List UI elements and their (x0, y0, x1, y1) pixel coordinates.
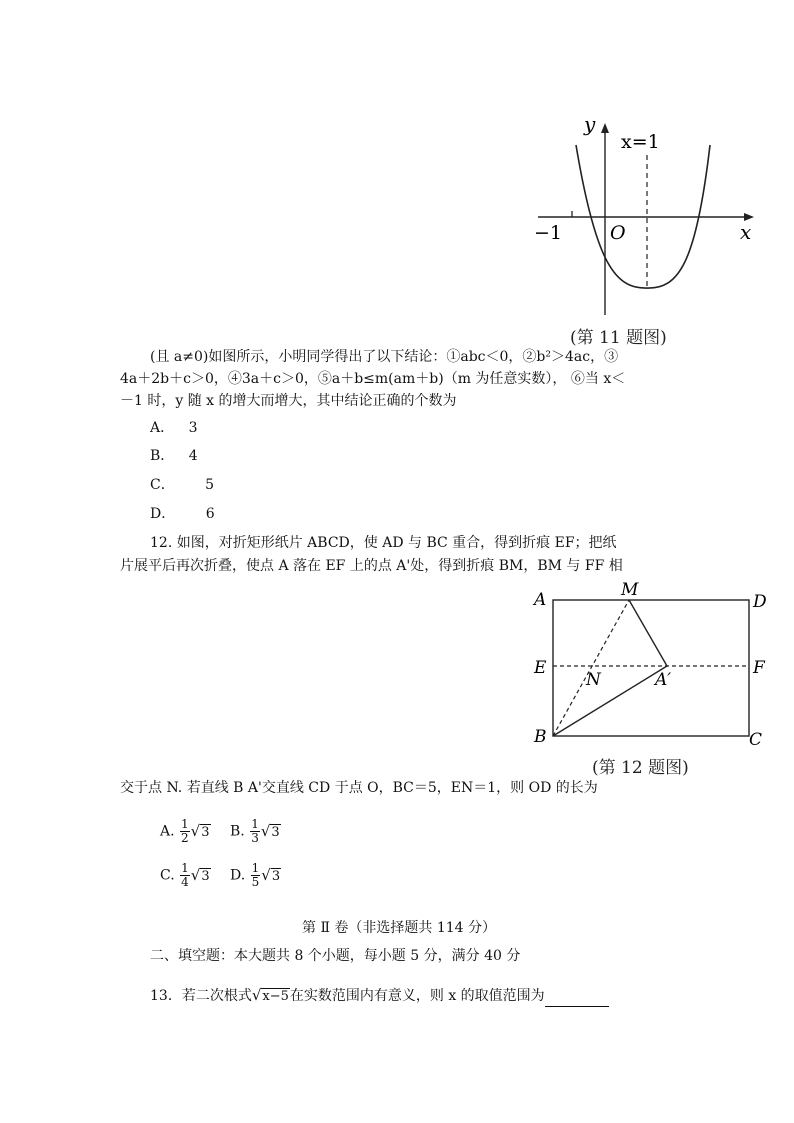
label-n: N (586, 670, 601, 690)
q11-option-d[interactable] (150, 504, 215, 524)
q12-option-d[interactable] (230, 862, 281, 889)
y-axis-arrow-icon (601, 123, 609, 133)
option-letter: B. (230, 823, 245, 840)
q12-option-c[interactable] (160, 862, 211, 889)
option-value: 4 (188, 448, 198, 464)
q11-stem-line2: 4a＋2b＋c＞0，④3a＋c＞0，⑤a＋b≤m(am＋b)（m 为任意实数）， ⑥当 x＜ (120, 371, 626, 387)
q12-stem-line2: 片展平后再次折叠，使点 A 落在 EF 上的点 A'处，得到折痕 BM，BM 与 FF 相 (120, 558, 623, 574)
part2-title: 第 Ⅱ 卷（非选择题共 114 分） (302, 920, 497, 936)
q11-option-a[interactable] (150, 418, 198, 438)
q12-option-b[interactable] (230, 818, 281, 845)
segment-ma-prime (629, 600, 667, 666)
option-letter: D. (230, 867, 246, 884)
option-letter: A. (160, 823, 175, 840)
option-letter: C． (150, 477, 175, 493)
option-value: 5 (205, 477, 215, 493)
q12-figure-caption: (第 12 题图) (592, 758, 689, 778)
sqrt-icon: √3 (190, 865, 210, 884)
y-axis-label: y (584, 112, 596, 136)
fraction: $\frac{1}{5}$ (251, 861, 260, 889)
option-value: 6 (205, 506, 215, 522)
q12-rectangle-figure (525, 580, 775, 750)
label-m: M (621, 580, 639, 600)
sqrt-icon: √3 (190, 821, 210, 840)
q11-option-b[interactable] (150, 446, 198, 466)
option-letter: B． (150, 448, 175, 464)
q13-prefix: 13．若二次根式 (150, 988, 252, 1004)
fraction: $\frac{1}{3}$ (251, 817, 259, 845)
neg-one-label: −1 (534, 222, 563, 244)
label-b: B (534, 727, 547, 747)
fraction: $\frac{1}{2}$ (181, 817, 189, 845)
q11-figure-caption: (第 11 题图) (570, 328, 667, 348)
label-f: F (753, 658, 765, 678)
segment-ba-prime (553, 666, 667, 736)
section-fill-in-blank: 二、填空题：本大题共 8 个小题，每小题 5 分，满分 40 分 (150, 948, 521, 964)
fraction: $\frac{1}{4}$ (181, 861, 189, 889)
option-value: 3 (188, 420, 198, 436)
label-a-prime: A′ (655, 670, 672, 690)
symmetry-axis-label: x=1 (621, 131, 660, 153)
x-axis-label: x (740, 220, 752, 244)
q12-stem-line3: 交于点 N. 若直线 B A'交直线 CD 于点 O，BC＝5，EN＝1，则 OD 的长为 (120, 780, 598, 796)
option-letter: A． (150, 420, 175, 436)
q11-stem-line3: －1 时，y 随 x 的增大而增大，其中结论正确的个数为 (120, 393, 457, 409)
rectangle-abcd (553, 600, 749, 736)
sqrt-icon: √3 (260, 821, 280, 840)
option-letter: C. (160, 867, 175, 884)
q13-stem (150, 985, 609, 1007)
label-c: C (749, 730, 763, 750)
origin-label: O (610, 222, 626, 244)
answer-blank[interactable] (545, 992, 609, 1007)
label-e: E (534, 658, 547, 678)
q11-option-c[interactable] (150, 475, 214, 495)
label-a: A (534, 590, 547, 610)
label-d: D (753, 592, 767, 612)
q12-stem-line1: 12. 如图，对折矩形纸片 ABCD，使 AD 与 BC 重合，得到折痕 EF；把纸 (150, 535, 617, 551)
sqrt-icon: √3 (261, 865, 281, 884)
q13-suffix: 在实数范围内有意义，则 x 的取值范围为 (289, 988, 545, 1004)
q11-stem-line1: (且 a≠0)如图所示，小明同学得出了以下结论：①abc＜0，②b²＞4ac，③ (150, 349, 619, 365)
crease-bm (553, 600, 629, 736)
q12-option-a[interactable] (160, 818, 211, 845)
option-letter: D． (150, 506, 176, 522)
sqrt-icon: √x−5 (251, 986, 289, 1004)
q11-parabola-figure (530, 105, 770, 320)
